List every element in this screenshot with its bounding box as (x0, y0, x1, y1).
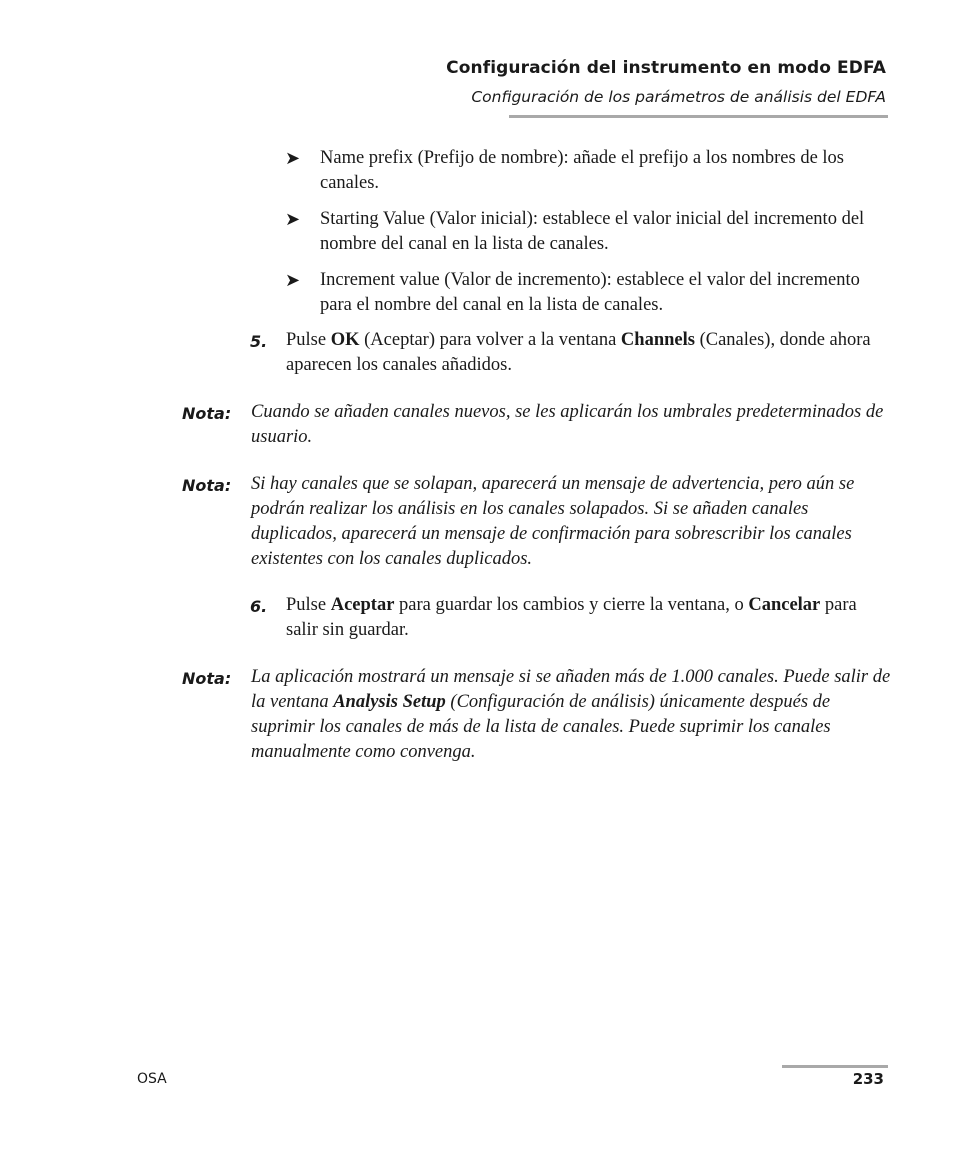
note-text: Cuando se añaden canales nuevos, se les aplicarán los umbrales predeterminados de usuario. (251, 402, 884, 447)
footer-product: OSA (137, 1071, 167, 1087)
note-new-channels (182, 400, 892, 450)
bullet-increment-value (285, 268, 875, 318)
channels-keyword: Channels (620, 330, 695, 350)
note-max-channels (182, 665, 892, 765)
arrow-bullet-icon: ➤ (285, 148, 301, 168)
step-text: Pulse OK (Aceptar) para volver a la ventana Channels (Canales), donde ahora aparecen los canales añadidos. (286, 330, 871, 375)
note-label: Nota: (182, 669, 232, 688)
note-label: Nota: (182, 476, 232, 495)
page-number: 233 (852, 1070, 884, 1088)
arrow-bullet-icon: ➤ (285, 270, 301, 290)
header-subtitle: Configuración de los parámetros de análisis del EDFA (471, 88, 886, 106)
step-number: 6. (250, 597, 268, 616)
step-5 (250, 328, 890, 378)
note-text: Si hay canales que se solapan, aparecerá un mensaje de advertencia, pero aún se podrán realizar los análisis en los canales solapados. Si se añaden canales duplicados, aparecerá un mensaje de confirmación para sobrescribir los canales existentes con los canales duplicados. (251, 474, 855, 569)
bullet-text: Name prefix (Prefijo de nombre): añade el prefijo a los nombres de los canales. (320, 148, 844, 193)
aceptar-keyword: Aceptar (330, 595, 395, 615)
header-title: Configuración del instrumento en modo EDFA (446, 58, 886, 78)
step-6 (250, 593, 890, 643)
ok-keyword: OK (330, 330, 360, 350)
step-number: 5. (250, 332, 268, 351)
bullet-name-prefix (285, 146, 875, 196)
step-text: Pulse Aceptar para guardar los cambios y cierre la ventana, o Cancelar para salir sin guardar. (286, 595, 857, 640)
analysis-setup-keyword: Analysis Setup (333, 692, 446, 712)
note-label: Nota: (182, 404, 232, 423)
arrow-bullet-icon: ➤ (285, 209, 301, 229)
note-text: La aplicación mostrará un mensaje si se añaden más de 1.000 canales. Puede salir de la ventana Analysis Setup (Configuración de análisis) únicamente después de suprimir los canales de más de la lista de canales. Puede suprimir los canales manualmente como convenga. (251, 667, 891, 762)
header-rule (509, 115, 888, 118)
bullet-text: Starting Value (Valor inicial): establece el valor inicial del incremento del nombre del canal en la lista de canales. (320, 209, 865, 254)
cancelar-keyword: Cancelar (748, 595, 821, 615)
bullet-starting-value (285, 207, 875, 257)
footer-rule (782, 1065, 888, 1068)
bullet-text: Increment value (Valor de incremento): establece el valor del incremento para el nombre del canal en la lista de canales. (320, 270, 860, 315)
note-overlapping-channels (182, 472, 892, 572)
